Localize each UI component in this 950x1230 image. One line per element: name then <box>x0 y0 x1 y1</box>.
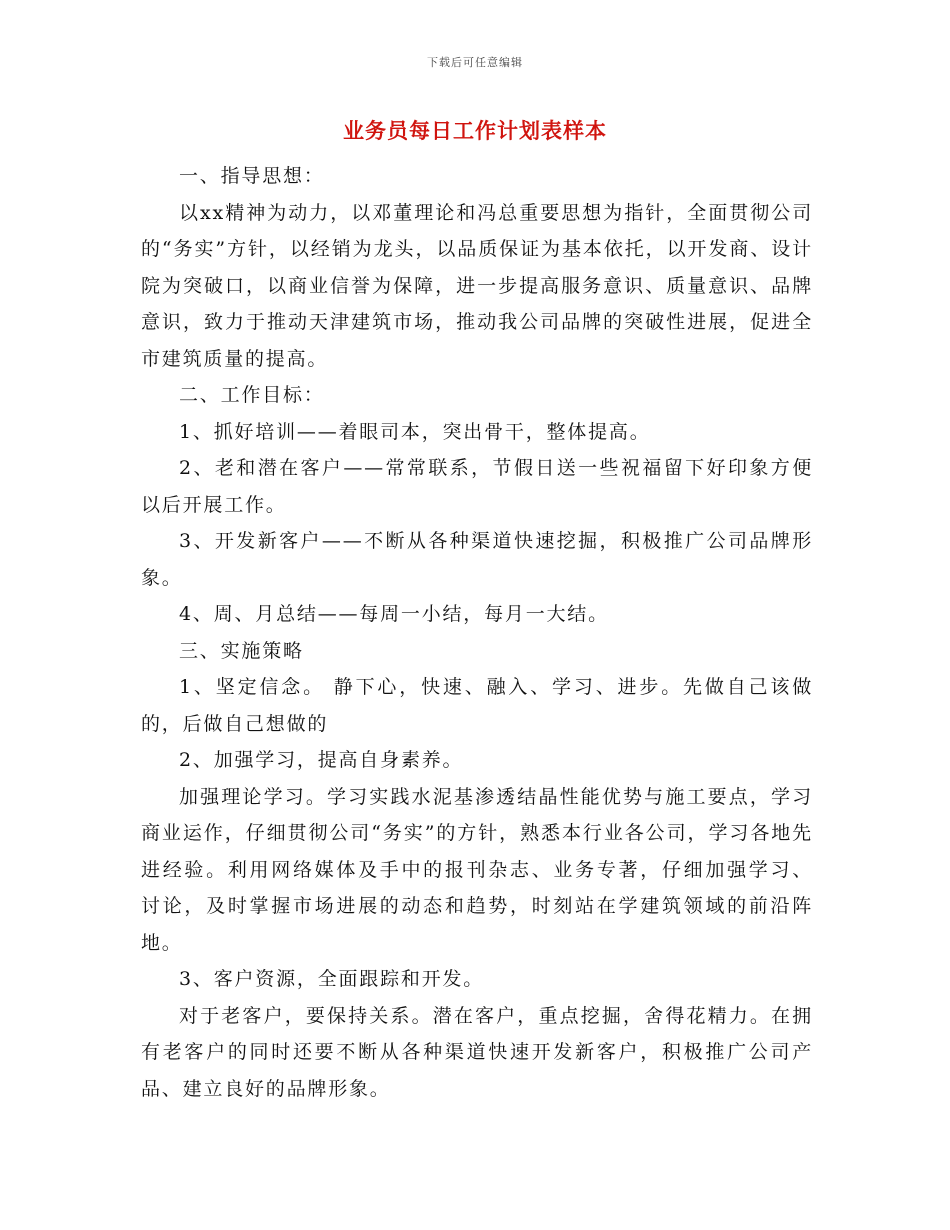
list-item-goal-4: 4、周、月总结——每周一小结，每月一大结。 <box>179 603 609 625</box>
list-item-strategy-3: 3、客户资源，全面跟踪和开发。 <box>179 968 485 990</box>
paragraph-strategy-2-detail: 加强理论学习。学习实践水泥基渗透结晶性能优势与施工要点，学习商业运作，仔细贯彻公司“务实”的方针，熟悉本行业各公司，学习各地先进经验。利用网络媒体及手中的报刊杂志、业务专著，仔细加强学习、 讨论，及时掌握市场进展的动态和趋势，时刻站在学建筑领域的前沿阵地。 <box>141 785 813 954</box>
document-title: 业务员每日工作计划表样本 <box>343 118 607 143</box>
list-item-strategy-2: 2、加强学习，提高自身素养。 <box>179 749 464 771</box>
list-item-goal-2: 2、老和潜在客户——常常联系，节假日送一些祝福留下好印象方便以后开展工作。 <box>141 457 813 516</box>
section-heading-work-goals: 二、工作目标： <box>179 384 325 406</box>
paragraph-strategy-3-detail: 对于老客户，要保持关系。潜在客户，重点挖掘，舍得花精力。在拥有老客户的同时还要不断从各种渠道快速开发新客户，积极推广公司产品、建立良好的品牌形象。 <box>141 1004 813 1100</box>
list-item-strategy-1: 1、坚定信念。 静下心，快速、融入、学习、进步。先做自己该做的，后做自己想做的 <box>141 676 813 735</box>
section-heading-strategy: 三、实施策略 <box>179 639 304 662</box>
list-item-goal-3: 3、开发新客户——不断从各种渠道快速挖掘，积极推广公司品牌形象。 <box>141 530 813 589</box>
section-heading-guiding-thought: 一、指导思想： <box>179 165 325 187</box>
list-item-goal-1: 1、抓好培训——着眼司本，突出骨干，整体提高。 <box>179 420 651 443</box>
page-header-note: 下载后可任意编辑 <box>427 56 523 69</box>
document-body <box>141 158 813 1107</box>
paragraph-guiding-thought: 以xx精神为动力，以邓董理论和冯总重要思想为指针，全面贯彻公司的“务实”方针，以经销为龙头，以品质保证为基本依托，以开发商、设计院为突破口，以商业信誉为保障，进一步提高服务意识、质量意识、品牌意识，致力于推动天津建筑市场，推动我公司品牌的突破性进展，促进全市建筑质量的提高。 <box>141 201 813 370</box>
